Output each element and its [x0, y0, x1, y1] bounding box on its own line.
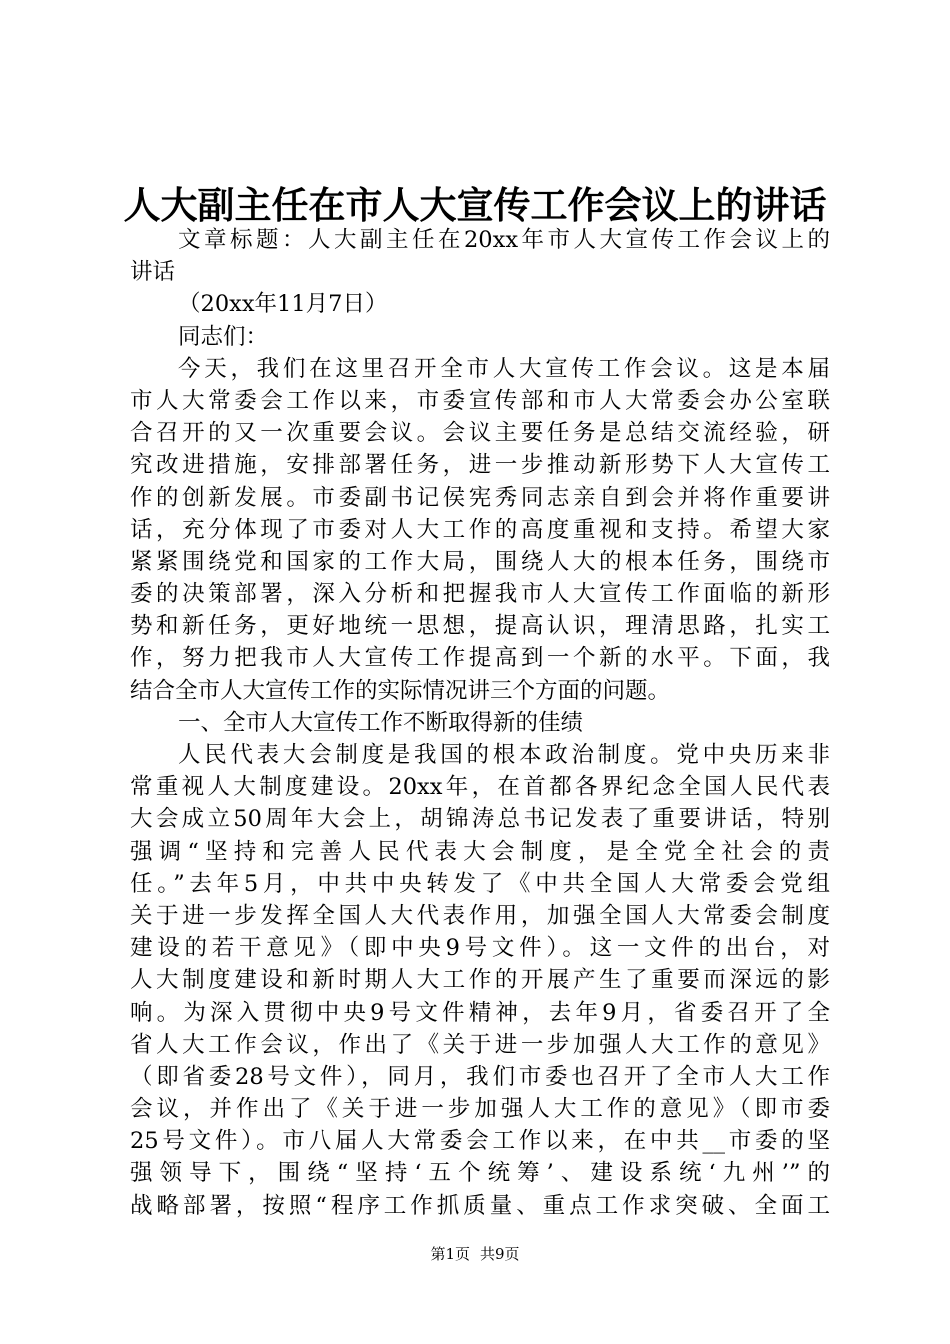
salutation-line: 同志们： — [178, 323, 269, 350]
date-line: （20xx年11月7日） — [178, 291, 388, 318]
paragraph-line: 合召开的又一次重要会议。会议主要任务是总结交流经验，研 — [130, 420, 830, 447]
paragraph-line: 人民代表大会制度是我国的根本政治制度。党中央历来非 — [178, 742, 830, 768]
paragraph-line: 常重视人大制度建设。20xx年，在首都各界纪念全国人民代表 — [130, 774, 830, 801]
paragraph-line: 强调“坚持和完善人民代表大会制度，是全党全社会的责 — [130, 838, 830, 865]
paragraph-line: 文章标题：人大副主任在20xx年市人大宣传工作会议上的 — [178, 227, 830, 253]
paragraph-line: 作的创新发展。市委副书记侯宪秀同志亲自到会并将作重要讲 — [130, 484, 830, 511]
paragraph-line: 委的决策部署，深入分析和把握我市人大宣传工作面临的新形 — [130, 581, 830, 608]
paragraph-line: 大会成立50周年大会上，胡锦涛总书记发表了重要讲话，特别 — [130, 806, 830, 833]
paragraph-line: 25号文件）。市八届人大常委会工作以来，在中共__市委的坚 — [130, 1128, 830, 1155]
paragraph-line: 战略部署，按照“程序工作抓质量、重点工作求突破、全面工 — [130, 1192, 830, 1219]
page-number: 第1页 — [430, 1245, 470, 1263]
paragraph-line: 建设的若干意见》（即中央9号文件）。这一文件的出台，对 — [130, 935, 830, 962]
paragraph-line: （即省委28号文件），同月，我们市委也召开了全市人大工作 — [130, 1063, 830, 1090]
paragraph-line: 今天，我们在这里召开全市人大宣传工作会议。这是本届 — [178, 355, 830, 382]
paragraph-line: 作，努力把我市人大宣传工作提高到一个新的水平。下面，我 — [130, 645, 830, 672]
page-footer — [0, 1244, 950, 1264]
paragraph-line: 强领导下，围绕“坚持‘五个统筹’、建设系统‘九州’”的 — [130, 1160, 830, 1187]
paragraph-line: 人大制度建设和新时期人大工作的开展产生了重要而深远的影 — [130, 967, 830, 994]
paragraph-line: 究改进措施，安排部署任务，进一步推动新形势下人大宣传工 — [130, 452, 830, 479]
paragraph-line: 任。”去年5月，中共中央转发了《中共全国人大常委会党组 — [130, 870, 830, 897]
section-heading: 一、全市人大宣传工作不断取得新的佳绩 — [178, 709, 584, 736]
page-total: 共9页 — [480, 1245, 520, 1263]
paragraph-line: 紧紧围绕党和国家的工作大局，围绕人大的根本任务，围绕市 — [130, 548, 830, 575]
paragraph-line: 市人大常委会工作以来，市委宣传部和市人大常委会办公室联 — [130, 387, 830, 414]
paragraph-line: 关于进一步发挥全国人大代表作用，加强全国人大常委会制度 — [130, 902, 830, 929]
paragraph-line: 会议，并作出了《关于进一步加强人大工作的意见》（即市委 — [130, 1096, 830, 1123]
document-title: 人大副主任在市人大宣传工作会议上的讲话 — [123, 183, 827, 227]
paragraph-line: 省人大工作会议，作出了《关于进一步加强人大工作的意见》 — [130, 1031, 830, 1058]
paragraph-line: 话，充分体现了市委对人大工作的高度重视和支持。希望大家 — [130, 516, 830, 543]
document-body — [130, 224, 830, 1222]
paragraph-line: 势和新任务，更好地统一思想，提高认识，理清思路，扎实工 — [130, 613, 830, 640]
paragraph-line: 响。为深入贯彻中央9号文件精神，去年9月，省委召开了全 — [130, 999, 830, 1026]
paragraph-line: 讲话 — [130, 259, 176, 286]
paragraph-line: 结合全市人大宣传工作的实际情况讲三个方面的问题。 — [130, 677, 671, 704]
